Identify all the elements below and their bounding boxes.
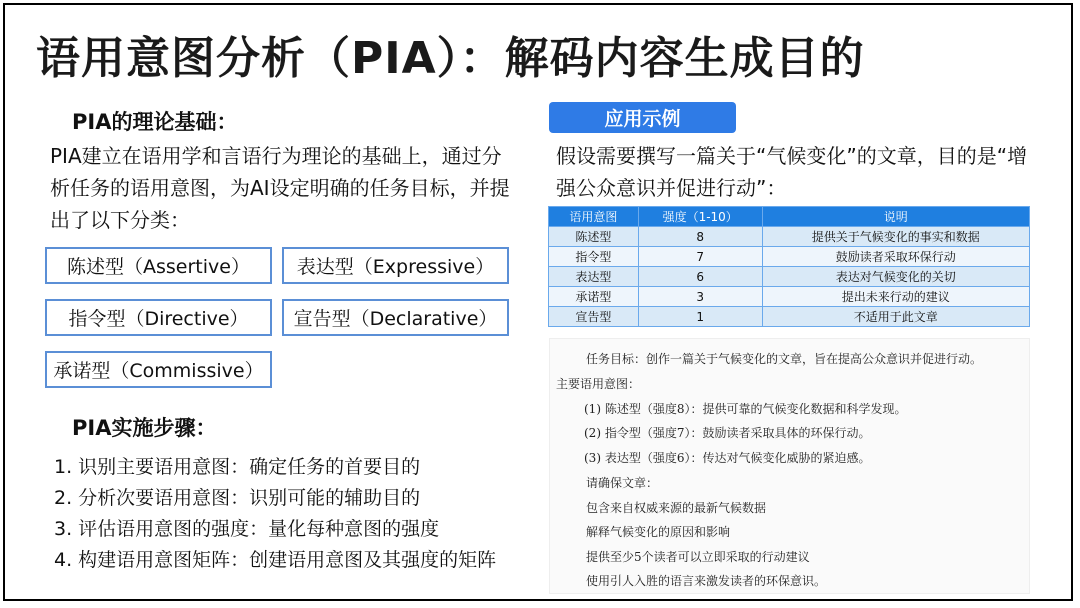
task-intent-item: (3) 表达型（强度6）：传达对气候变化威胁的紧迫感。 [584, 451, 871, 465]
task-prompt-box [549, 338, 1030, 594]
cell-intent: 表达型 [549, 267, 639, 287]
task-ensure-item: 包含来自权威来源的最新气候数据 [586, 501, 767, 515]
task-ensure-label: 请确保文章： [586, 476, 659, 490]
type-directive: 指令型（Directive） [45, 299, 272, 336]
cell-intent: 宣告型 [549, 307, 639, 327]
step-item: 4. 构建语用意图矩阵：创建语用意图及其强度的矩阵 [54, 549, 497, 571]
type-commissive: 承诺型（Commissive） [45, 351, 272, 388]
task-intent-item: (1) 陈述型（强度8）：提供可靠的气候变化数据和科学发现。 [584, 402, 907, 416]
cell-description: 不适用于此文章 [762, 307, 1029, 327]
type-declarative: 宣告型（Declarative） [282, 299, 509, 336]
type-assertive: 陈述型（Assertive） [45, 247, 272, 284]
cell-description: 鼓励读者采取环保行动 [762, 247, 1029, 267]
header-strength: 强度（1-10） [638, 207, 762, 227]
table-row [549, 287, 1030, 307]
cell-strength: 7 [638, 247, 762, 267]
type-expressive: 表达型（Expressive） [282, 247, 509, 284]
cell-description: 表达对气候变化的关切 [762, 267, 1029, 287]
example-label: 应用示例 [549, 102, 736, 133]
slide-title: 语用意图分析（PIA）：解码内容生成目的 [36, 33, 865, 84]
task-ensure-item: 使用引人入胜的语言来激发读者的环保意识。 [586, 574, 827, 588]
example-intro: 假设需要撰写一篇关于“气候变化”的文章，目的是“增强公众意识并促进行动”： [556, 144, 1028, 200]
cell-strength: 3 [638, 287, 762, 307]
step-item: 2. 分析次要语用意图：识别可能的辅助目的 [54, 487, 421, 509]
table-row [549, 227, 1030, 247]
steps-list [54, 452, 544, 576]
cell-intent: 指令型 [549, 247, 639, 267]
table-row [549, 307, 1030, 327]
step-item: 1. 识别主要语用意图：确定任务的首要目的 [54, 456, 421, 478]
header-intent: 语用意图 [549, 207, 639, 227]
task-main-label: 主要语用意图： [556, 377, 641, 391]
cell-description: 提出未来行动的建议 [762, 287, 1029, 307]
table-row [549, 267, 1030, 287]
cell-strength: 1 [638, 307, 762, 327]
steps-heading: PIA实施步骤： [72, 416, 217, 440]
task-ensure-item: 解释气候变化的原因和影响 [586, 525, 731, 539]
header-description: 说明 [762, 207, 1029, 227]
intent-table [548, 206, 1030, 327]
step-item: 3. 评估语用意图的强度：量化每种意图的强度 [54, 518, 440, 540]
cell-description: 提供关于气候变化的事实和数据 [762, 227, 1029, 247]
task-ensure-item: 提供至少5个读者可以立即采取的行动建议 [586, 550, 810, 564]
task-goal: 任务目标：创作一篇关于气候变化的文章，旨在提高公众意识并促进行动。 [586, 352, 983, 366]
cell-intent: 承诺型 [549, 287, 639, 307]
table-row [549, 247, 1030, 267]
cell-strength: 6 [638, 267, 762, 287]
theory-heading: PIA的理论基础： [72, 110, 238, 134]
table-header-row [549, 207, 1030, 227]
cell-intent: 陈述型 [549, 227, 639, 247]
cell-strength: 8 [638, 227, 762, 247]
task-intent-item: (2) 指令型（强度7）：鼓励读者采取具体的环保行动。 [584, 426, 871, 440]
theory-text: PIA建立在语用学和言语行为理论的基础上，通过分析任务的语用意图，为AI设定明确的任务目标，并提出了以下分类： [50, 144, 510, 232]
